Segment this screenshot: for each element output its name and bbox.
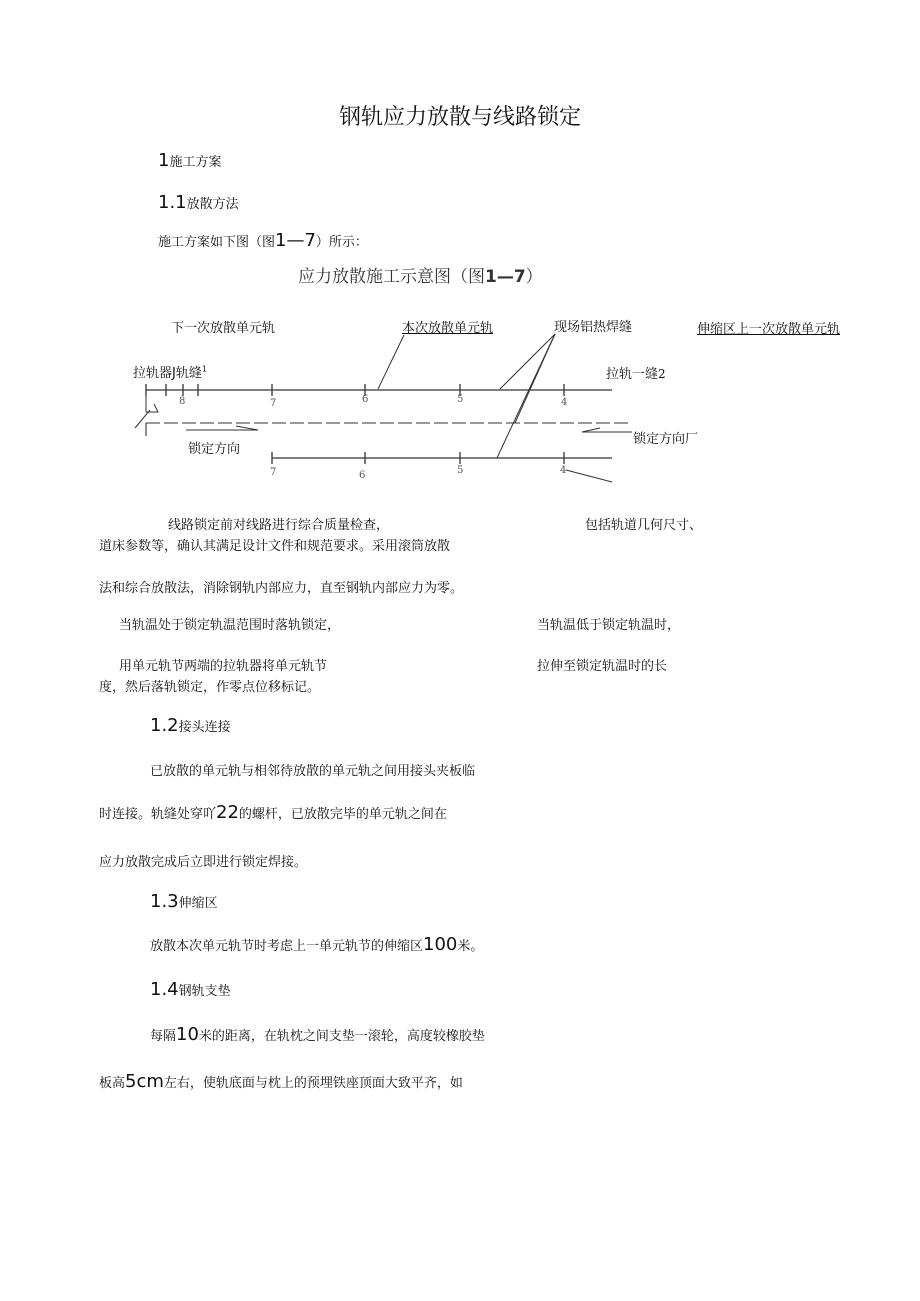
para1-line1a: 线路锁定前对线路进行综合质量检查， xyxy=(168,518,390,533)
para5-l1a: 每隔 xyxy=(150,1029,177,1044)
para3-line1: 已放散的单元轨与相邻待放散的单元轨之间用接头夹板临 xyxy=(150,764,476,779)
this-rail-leader xyxy=(378,335,404,389)
tick-label: 6 xyxy=(362,394,369,405)
label-weld: 现场铝热焊缝 xyxy=(554,320,633,335)
section-number: 1.4 xyxy=(150,979,179,1000)
section-number: 1.3 xyxy=(150,891,179,912)
tick-label: 7 xyxy=(270,398,277,409)
label-prev-rail: 伸缩区上一次放散单元轨 xyxy=(697,322,841,337)
weld-leader-1 xyxy=(500,334,555,389)
left-joint-text: 拉轨器J轨缝 xyxy=(133,366,202,381)
para3-line2a: 时连接。轨缝处穿吖 xyxy=(99,807,217,822)
label-lock-dir-right: 锁定方向厂 xyxy=(633,432,699,447)
section-text: 接头连接 xyxy=(178,720,231,735)
left-puller-mark xyxy=(146,392,158,412)
section-number: 1 xyxy=(158,150,170,171)
right-joint-text: 拉轨一缝 xyxy=(606,367,659,382)
arrowhead xyxy=(236,426,258,430)
tick-label: 6 xyxy=(359,470,366,481)
left-slash xyxy=(135,410,150,428)
section-1-4-heading xyxy=(150,979,231,1000)
para1-line3: 法和综合放散法，消除钢轨内部应力，直至钢轨内部应力为零。 xyxy=(99,581,464,596)
figure-title-ref: 1—7 xyxy=(485,267,526,287)
para1-line2: 道床参数等，确认其满足设计文件和规范要求。采用滚筒放散 xyxy=(99,539,451,554)
para3-line3: 应力放散完成后立即进行锁定焊接。 xyxy=(99,855,308,870)
para3-line2-num: 22 xyxy=(216,802,239,823)
section-text: 施工方案 xyxy=(169,155,222,170)
tick-label: 8 xyxy=(179,396,186,407)
section-text: 钢轨支垫 xyxy=(178,984,231,999)
tick-label: 7 xyxy=(270,467,277,478)
para1-line1b: 包括轨道几何尺寸、 xyxy=(585,518,703,533)
left-joint-sup: 1 xyxy=(201,364,207,374)
label-right-joint xyxy=(606,363,666,382)
bottom-right-slash xyxy=(566,470,612,482)
para5-l2a: 板高 xyxy=(99,1076,126,1091)
label-lock-dir-left: 锁定方向 xyxy=(188,442,241,457)
para5-line1 xyxy=(150,1024,485,1045)
para2-line2a: 用单元轨节两端的拉轨器将单元轨节 xyxy=(119,659,328,674)
para4-b: 米。 xyxy=(457,939,484,954)
section-number: 1.2 xyxy=(150,715,179,736)
para5-l1num: 10 xyxy=(176,1024,199,1045)
para2-line2b: 拉伸至锁定轨温时的长 xyxy=(537,659,668,674)
section-1-2-heading xyxy=(150,715,231,736)
para4-a: 放散本次单元轨节时考虑上一单元轨节的伸缩区 xyxy=(150,939,424,954)
para5-l2num: 5cm xyxy=(125,1071,164,1092)
para5-line2 xyxy=(99,1071,463,1092)
intro-pre: 施工方案如下图（图 xyxy=(158,235,276,250)
intro-ref: 1—7 xyxy=(275,230,316,251)
label-next-rail: 下一次放散单元轨 xyxy=(171,321,276,336)
para4 xyxy=(150,934,483,955)
section-text: 放散方法 xyxy=(186,197,239,212)
para5-l2b: 左右，使轨底面与枕上的预埋铁座顶面大致平齐，如 xyxy=(163,1076,463,1091)
tick-label: 5 xyxy=(457,394,464,405)
label-left-joint xyxy=(133,362,207,381)
label-this-rail: 本次放散单元轨 xyxy=(402,321,494,336)
section-text: 伸缩区 xyxy=(178,896,218,911)
tick-label: 4 xyxy=(561,397,568,408)
weld-leader-3 xyxy=(497,334,555,458)
para5-l1b: 米的距离，在轨枕之间支垫一滚轮，高度较橡胶垫 xyxy=(198,1029,485,1044)
figure-title-pre: 应力放散施工示意图（图 xyxy=(298,267,485,287)
tick-label: 5 xyxy=(457,465,464,476)
para2-line3: 度，然后落轨锁定，作零点位移标记。 xyxy=(99,680,321,695)
para2-line1a: 当轨温处于锁定轨温范围时落轨锁定， xyxy=(119,618,341,633)
section-number: 1.1 xyxy=(158,192,187,213)
para2-line1b: 当轨温低于锁定轨温时， xyxy=(537,618,681,633)
para3-line2 xyxy=(99,802,447,823)
tick-label: 4 xyxy=(560,465,567,476)
intro-post: ）所示： xyxy=(315,235,368,250)
section-1-3-heading xyxy=(150,891,218,912)
arrowhead xyxy=(582,428,600,432)
figure-title-post: ） xyxy=(525,267,543,287)
para3-line2b: 的螺杆，已放散完毕的单元轨之间在 xyxy=(238,807,447,822)
page-title: 钢轨应力放散与线路锁定 xyxy=(338,105,581,130)
para4-num: 100 xyxy=(423,934,458,955)
right-joint-num: 2 xyxy=(658,367,666,381)
